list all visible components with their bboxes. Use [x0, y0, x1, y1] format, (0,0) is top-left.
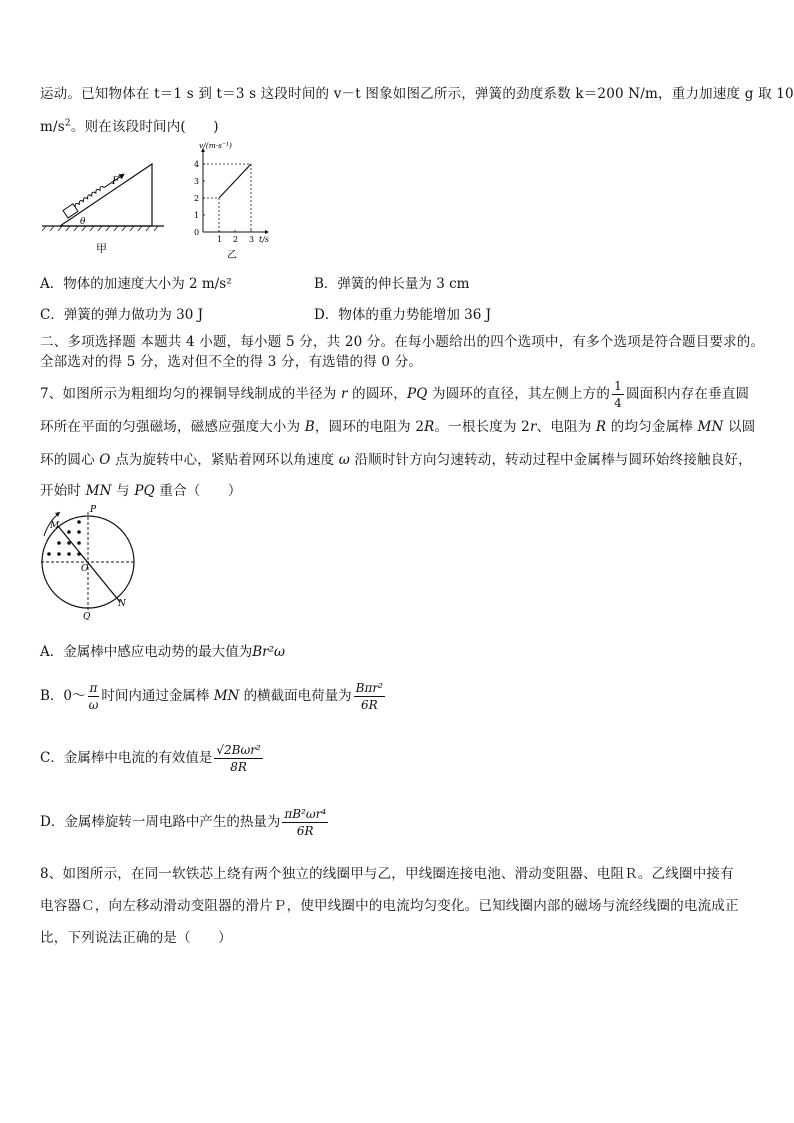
q7-text: 环所在平面的匀强磁场，磁感应强度大小为	[40, 419, 305, 435]
option-text: 时间内通过金属棒	[101, 688, 214, 704]
fraction-pi-over-omega	[88, 680, 100, 713]
fraction-denominator: 6R	[360, 698, 378, 712]
q7-option-c[interactable]	[40, 742, 265, 775]
option-text: B．0～	[40, 688, 86, 704]
q6-option-b[interactable]: B．弹簧的伸长量为 3 cm	[314, 276, 470, 292]
q6-stem-end: 。则在该段时间内( )	[70, 119, 219, 135]
q7-line-1	[40, 378, 749, 411]
q7-var-o: O	[99, 452, 111, 468]
q7-var-r: r	[529, 419, 537, 435]
y-tick-label: 3	[194, 177, 200, 186]
figure-jia-caption: 甲	[96, 242, 107, 255]
q6-line-1: 运动。已知物体在 t＝1 s 到 t＝3 s 这段时间的 v－t 图象如图乙所示，弹簧的劲度系数 k＝200 N/m，重力加速度 g 取 10	[40, 86, 794, 102]
q7-var-pq: PQ	[406, 386, 428, 402]
figure-yi-caption: 乙	[227, 250, 237, 260]
q7-text: ，圆环的电阻为 2	[314, 419, 425, 435]
fraction-denominator: 8R	[230, 760, 247, 774]
label-n: N	[118, 599, 126, 609]
angle-label-theta: θ	[80, 217, 86, 227]
q7-text: 7、如图所示为粗细均匀的裸铜导线制成的半径为	[40, 386, 341, 402]
series-line	[219, 164, 251, 198]
q8-line-3: 比，下列说法正确的是（ ）	[40, 930, 232, 946]
q7-text: 的圆环，	[347, 386, 407, 402]
q7-line-4	[40, 479, 242, 499]
fraction-numerator: Bπr²	[355, 681, 383, 695]
fraction-current	[214, 742, 262, 775]
q7-var-r-resist: R	[424, 419, 435, 435]
q7-var-mn: MN	[85, 483, 112, 499]
option-text: C．金属棒中电流的有效值是	[40, 750, 213, 766]
q7-line-2	[40, 415, 755, 435]
force-label-F: F	[112, 176, 119, 187]
label-p: P	[90, 505, 97, 515]
q7-text: 。一根长度为 2	[434, 419, 530, 435]
q7-text: 圆面积内存在垂直圆	[625, 386, 750, 402]
section2-line-2: 全部选对的得 5 分，选对但不全的得 3 分，有选错的得 0 分。	[40, 354, 423, 370]
q7-text: 为圆环的直径，其左侧上方的	[427, 386, 611, 402]
q7-line-3	[40, 448, 752, 468]
fraction-denominator: 4	[614, 396, 622, 410]
option-text: A．金属棒中感应电动势的最大值为	[40, 644, 253, 660]
option-math: Br²ω	[252, 644, 286, 660]
x-tick-label: 3	[249, 235, 255, 244]
fraction-numerator: √2Bωr²	[216, 743, 261, 757]
q7-text: 点为旋转中心，紧贴着网环以角速度	[110, 452, 339, 468]
q6-option-c[interactable]: C．弹簧的弹力做功为 30 J	[40, 307, 204, 323]
q7-text: 环的圆心	[40, 452, 100, 468]
q6-option-d[interactable]: D．物体的重力势能增加 36 J	[314, 307, 491, 323]
fraction-heat	[282, 806, 328, 839]
x-axis-label: t/s	[259, 235, 270, 244]
section2-line-1: 二、多项选择题 本题共 4 小题，每小题 5 分，共 20 分。在每小题给出的四个选项中，有多个选项是符合题目要求的。	[40, 334, 765, 350]
q7-text: 以圆	[723, 419, 756, 435]
q7-var-pq: PQ	[134, 483, 155, 499]
label-m: M	[50, 521, 60, 531]
y-tick-label: 0	[194, 228, 200, 237]
q7-text: 的均匀金属棒	[606, 419, 698, 435]
y-tick-label: 4	[194, 160, 200, 169]
x-tick-label: 1	[217, 235, 223, 244]
fraction-numerator: π	[89, 681, 98, 695]
q6-unit-exponent: 2	[64, 118, 71, 129]
figure-q7-ring	[36, 502, 146, 620]
q6-line-2	[40, 115, 219, 135]
fraction-charge	[354, 680, 385, 713]
q7-var-mn: MN	[697, 419, 724, 435]
fraction-denominator: 6R	[296, 824, 314, 838]
q7-var-r-resist: R	[595, 419, 607, 435]
q8-line-1: 8、如图所示，在同一软铁芯上绕有两个独立的线圈甲与乙，甲线圈连接电池、滑动变阻器、电阻Ｒ。乙线圈中接有	[40, 866, 734, 882]
q8-line-2: 电容器Ｃ，向左移动滑动变阻器的滑片Ｐ，使甲线圈中的电流均匀变化。已知线圈内部的磁场与流经线圈的电流成正	[40, 898, 739, 914]
q7-var-r: r	[340, 386, 348, 402]
q7-option-a[interactable]	[40, 640, 285, 660]
q7-text: 沿顺时针方向匀速转动，转动过程中金属棒与圆环始终接触良好，	[349, 452, 752, 468]
option-text: D．金属棒旋转一周电路中产生的热量为	[40, 814, 281, 830]
q6-option-a[interactable]: A．物体的加速度大小为 2 m/s²	[40, 276, 232, 292]
fraction-numerator: 1	[614, 379, 622, 393]
option-var-mn: MN	[213, 688, 240, 704]
y-tick-label: 2	[194, 194, 200, 203]
figure-yi-vt-graph	[185, 142, 285, 260]
figure-jia-incline	[40, 158, 170, 258]
option-text: 的横截面电荷量为	[239, 688, 352, 704]
q7-text: 、电阻为	[536, 419, 596, 435]
q7-option-d[interactable]	[40, 806, 330, 839]
x-tick-label: 2	[233, 235, 239, 244]
q7-var-omega: ω	[338, 452, 350, 468]
q7-fraction-quarter	[612, 378, 624, 411]
fraction-numerator: πB²ωr⁴	[284, 807, 327, 821]
q6-unit: m/s	[40, 119, 65, 135]
q7-var-b: B	[304, 419, 315, 435]
q7-option-b[interactable]	[40, 680, 387, 713]
y-tick-label: 1	[194, 211, 200, 220]
x-axis-arrow	[265, 230, 269, 234]
q7-text: 开始时	[40, 483, 86, 499]
q7-text: 重合（ ）	[154, 483, 242, 499]
q7-text: 与	[111, 483, 135, 499]
y-axis-label: v/(m·s⁻¹)	[199, 142, 232, 150]
label-o: O	[81, 564, 89, 574]
fraction-denominator: ω	[88, 698, 99, 712]
label-q: Q	[83, 612, 91, 620]
